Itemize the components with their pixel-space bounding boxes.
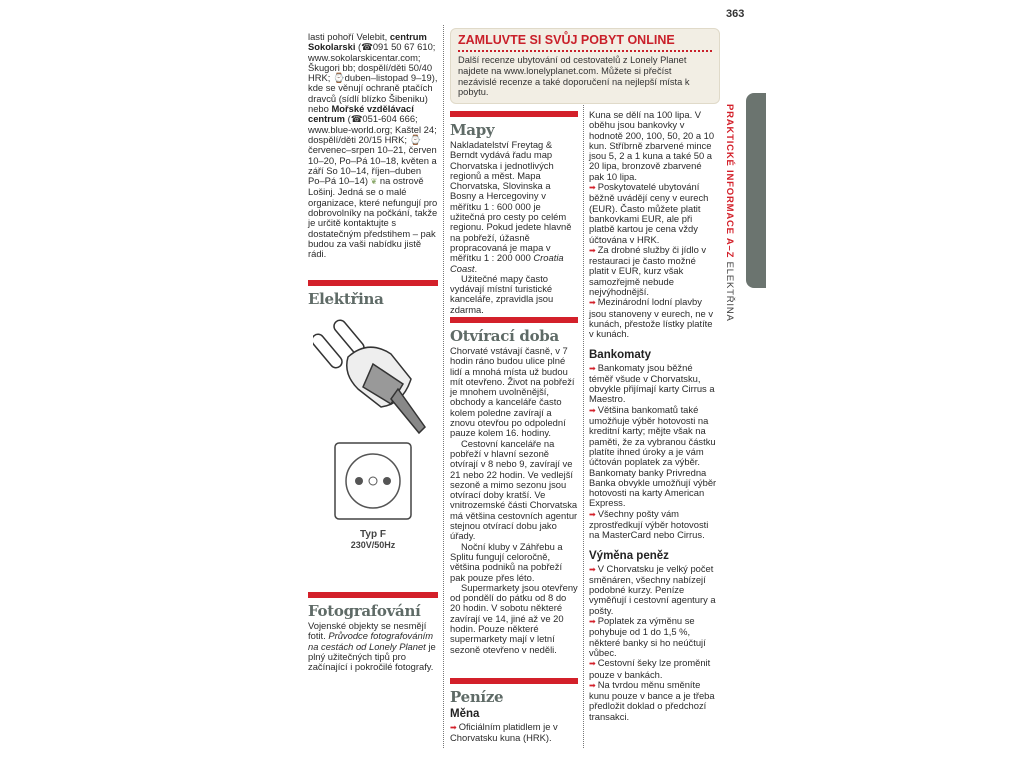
bullet-item <box>589 363 718 405</box>
socket-icon <box>333 441 413 521</box>
booking-callout <box>450 28 720 104</box>
bullet-arrow-icon: ➡ <box>450 723 457 732</box>
page-number: 363 <box>726 8 745 20</box>
text: Na tvrdou měnu směníte kunu pouze v bance a je třeba předložit doklad o předchozí transakci. <box>589 678 715 722</box>
text: Bankomaty jsou běžné téměř všude v Chorvatsku, obvykle přijímají karty Cirrus a Maestro. <box>589 361 715 405</box>
book-title: Průvodce fotografováním na cestách od Lonely Planet <box>308 630 434 652</box>
bullet-item <box>589 297 718 339</box>
text: . <box>474 262 478 274</box>
bullet-arrow-icon: ➡ <box>589 659 596 669</box>
subsection-heading: Výměna peněz <box>589 549 669 562</box>
bullet-arrow-icon: ➡ <box>589 298 596 308</box>
photography-section <box>308 592 438 672</box>
text: (☎091 50 67 610; www.sokolarskicentar.com; Škugori bb; dospělí/děti 50/40 HRK; ⌚duben–listopad 9–19), kde se věnují ochraně ptačích dravců (sídlí blízko Šibeniku) nebo <box>308 41 438 115</box>
intro-paragraph <box>308 32 438 260</box>
section-title: PRAKTICKÉ INFORMACE A–Z <box>724 104 735 259</box>
money-section <box>450 678 578 744</box>
bullet-arrow-icon: ➡ <box>589 183 596 193</box>
column-divider <box>443 25 444 748</box>
section-heading: Fotografování <box>308 602 421 620</box>
section-rule <box>308 280 438 286</box>
subsection-heading: Měna <box>450 708 480 720</box>
text: Nakladatelství Freytag & Berndt vydává řadu map Chorvatska i jednotlivých regionů a měst. Mapa Chorvatska, Slovinska a Bosny a Hercegoviny v měřítku 1 : 600 000 je užitečná pro cesty po celém regionu. Pokud jedete hlavně na pobřeží, úžasně propracovaná je mapa v měřítku 1 : 200 000 <box>450 139 572 264</box>
plug-figure <box>308 309 438 550</box>
section-heading: Otvírací doba <box>450 327 559 345</box>
bullet-item <box>589 680 718 722</box>
callout-text: Další recenze ubytování od cestovatelů z Lonely Planet najdete na www.lonelyplanet.com. Můžete si přečíst nezávislé recenze a také doporučení na nejlepší místa k pobytu. <box>458 55 690 98</box>
section-heading: Elektřina <box>308 290 384 308</box>
maps-section <box>450 111 578 315</box>
hours-paragraph: Cestovní kanceláře na pobřeží v hlavní sezoně otvírají v 8 nebo 9, zavírají ve 21 nebo 22 hodin. Ve vedlejší sezoně a mimo sezonu jsou otvírací doby kratší. Ve vnitrozemské části Chorvatska má většina cestovních agentur stejnou otvírací dobu jako úřady. <box>450 437 578 542</box>
text: na ostrově Lošinj. Jedná se o malé organizace, které nefungují pro dobrovolníky na počkání, takže je určitě kontaktujte s dostatečným předstihem – pak budou za vaši nabídku jistě rádi. <box>308 175 438 260</box>
section-rule <box>450 111 578 117</box>
text: Poskytovatelé ubytování běžně uvádějí ceny v eurech (EUR). Často můžete platit bankovkami EUR, ale při platbě kartou je cena vždy účtována v HRK. <box>589 181 709 245</box>
bullet-item <box>589 405 718 509</box>
venue-name: Mořské vzdělávací centrum <box>308 103 414 125</box>
map-title: Croatia Coast <box>450 252 564 274</box>
plug-icon <box>313 309 433 439</box>
bullet-arrow-icon: ➡ <box>589 680 596 690</box>
bullet-arrow-icon: ➡ <box>589 564 596 574</box>
bullet-item <box>589 245 718 297</box>
callout-title: ZAMLUVTE SI SVŮJ POBYT ONLINE <box>458 33 712 52</box>
venue-name: centrum Sokolarski <box>308 31 427 53</box>
electricity-section <box>308 280 438 550</box>
subsection-heading: Bankomaty <box>589 348 651 361</box>
column-divider <box>583 105 584 748</box>
maps-paragraph: Užitečné mapy často vydávají místní turistické kanceláře, zpravidla jsou zdarma. <box>450 272 554 315</box>
plug-type: Typ F <box>360 528 386 540</box>
currency-paragraph: Kuna se dělí na 100 lipa. V oběhu jsou bankovky v hodnotě 200, 100, 50, 20 a 10 kun. Stříbrně zbarvené mince jsou 5, 2 a 1 kuna a také 50 a 20 lipa, bronzově zbarvené pak 10 lipa. <box>589 109 715 182</box>
text: (☎051-604 666; www.blue-world.org; Kaštel 24; dospělí/děti 20/15 HRK; ⌚červenec–srpen 10–21, červen 10–20, Po–Pá 10–18, květen a září So 10–14, říjen–duben Po–Pá 10–14) <box>308 113 437 187</box>
text: Za drobné služby či jídlo v restauraci je často možné platit v EUR, kurz však samozřejmě nebude nejvýhodnější. <box>589 243 707 298</box>
section-rule <box>450 317 578 323</box>
text: lasti pohoří Velebit, <box>308 31 390 42</box>
column-3 <box>589 110 718 722</box>
section-heading: Mapy <box>450 121 495 139</box>
text: je plný užitečných tipů pro začínající i pokročilé fotografy. <box>308 640 436 673</box>
bullet-item <box>589 182 718 245</box>
text: Většina bankomatů také umožňuje výběr hotovosti na kreditní karty; mějte však na paměti, že za vybranou částku platíte ihned úroky a je vám účtován poplatek za výběr. Bankomaty banky Privredna Banka obvykle umožňují výběr hotovosti na karty American Express. <box>589 403 717 509</box>
bullet-item <box>589 616 718 658</box>
text: Mezinárodní lodní plavby jsou stanoveny v eurech, ne v kunách, přestože lístky platíte v kunách. <box>589 296 714 340</box>
bullet-item <box>589 509 718 541</box>
text: Poplatek za výměnu se pohybuje od 1 do 1,5 %, některé banky si ho neúčtují vůbec. <box>589 615 706 658</box>
opening-hours-section <box>450 317 578 655</box>
bullet-arrow-icon: ➡ <box>589 363 596 373</box>
running-header <box>724 104 735 322</box>
section-rule <box>450 678 578 684</box>
text: Všechny pošty vám zprostředkují výběr hotovosti na MasterCard nebo Cirrus. <box>589 507 709 541</box>
bullet-item <box>589 564 718 616</box>
hours-paragraph: Supermarkety jsou otevřeny od pondělí do pátku od 8 do 20 hodin. V sobotu některé zavírají ve 14, jiné až ve 20 hodin. Pouze některé supermarkety mají v letní sezoně otevřeno v neděli. <box>450 581 578 655</box>
bullet-arrow-icon: ➡ <box>589 245 596 255</box>
hours-paragraph: Chorvaté vstávají časně, v 7 hodin ráno budou ulice plné lidí a mnohá místa už budou mít otevřeno. Život na pobřeží je mnohem uvolněnější, obchody a kanceláře často kolem poledne zavírají a znovu otevřou po odpolední pauze kolem 16. hodiny. <box>450 345 575 439</box>
text: Oficiálním platidlem je v Chorvatsku kuna (HRK). <box>450 721 558 744</box>
photo-paragraph <box>308 621 438 672</box>
text: Cestovní šeky lze proměnit pouze v bankách. <box>589 657 711 680</box>
text: Vojenské objekty se nesmějí fotit. <box>308 620 427 642</box>
bullet-arrow-icon: ➡ <box>589 617 596 627</box>
bullet-arrow-icon: ➡ <box>589 405 596 415</box>
section-thumb-tab <box>746 93 766 288</box>
subsection-title: ELEKTŘINA <box>724 261 735 322</box>
maps-paragraph <box>450 140 578 274</box>
bullet-arrow-icon: ➡ <box>589 509 596 519</box>
eco-leaf-icon: ❦ <box>370 177 378 187</box>
bullet-item <box>589 658 718 680</box>
hours-paragraph: Noční kluby v Záhřebu a Splitu fungují celoročně, většina podniků na pobřeží pak pouze přes léto. <box>450 540 563 583</box>
text: V Chorvatsku je velký počet směnáren, všechny nabízejí podobné kurzy. Peníze vyměňují i cestovní agentury a pošty. <box>589 562 716 616</box>
voltage-spec: 230V/50Hz <box>350 539 396 550</box>
column-1 <box>308 32 438 260</box>
bullet-item <box>450 722 578 744</box>
section-rule <box>308 592 438 598</box>
section-heading: Peníze <box>450 688 504 706</box>
